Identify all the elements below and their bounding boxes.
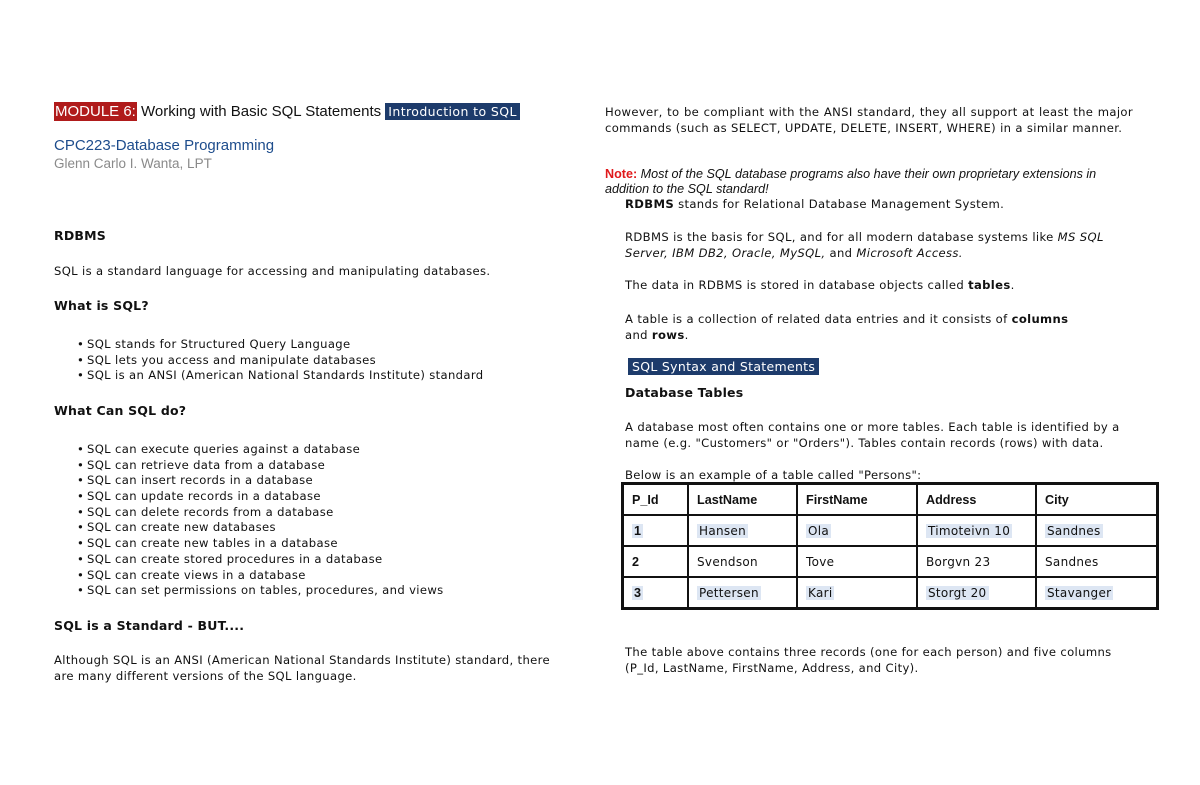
table-cell: Kari: [797, 577, 917, 608]
list-item: • SQL can create stored procedures in a database: [77, 552, 444, 568]
table-cell: Sandnes: [1036, 546, 1157, 577]
column-header: City: [1036, 484, 1157, 515]
ansi-compliance-text: However, to be compliant with the ANSI standard, they all support at least the major commands (such as SELECT, UPDATE, DELETE, INSERT, WHERE) in a similar manner.: [605, 105, 1133, 135]
list-item: • SQL can set permissions on tables, procedures, and views: [77, 583, 444, 599]
note-label: Note:: [605, 167, 638, 181]
sql-standard-text: Although SQL is an ANSI (American National Standards Institute) standard, there are many different versions of the SQL language.: [54, 653, 550, 683]
table-cell: Hansen: [688, 515, 797, 546]
what-is-sql-heading: What is SQL?: [54, 298, 149, 313]
table-cell: 1: [623, 515, 688, 546]
list-item: • SQL stands for Structured Query Language: [77, 337, 483, 353]
table-cell: Timoteivn 10: [917, 515, 1036, 546]
list-item: • SQL is an ANSI (American National Standards Institute) standard: [77, 368, 483, 384]
module-heading: [54, 103, 520, 120]
column-header: FirstName: [797, 484, 917, 515]
list-item: • SQL can create new tables in a database: [77, 536, 444, 552]
rdbms-term: RDBMS: [625, 197, 675, 211]
what-can-sql-do-heading: What Can SQL do?: [54, 403, 187, 418]
table-summary-text: The table above contains three records (one for each person) and five columns (P_Id, LastName, FirstName, Address, and City).: [625, 645, 1112, 675]
table-row: [623, 577, 1157, 608]
list-item: • SQL lets you access and manipulate databases: [77, 353, 483, 369]
rdbms-basis-text: RDBMS is the basis for SQL, and for all modern database systems like MS SQL Server, IBM DB2, Oracle, MySQL, and Microsoft Access.: [625, 230, 1104, 260]
course-title: CPC223-Database Programming: [54, 137, 275, 154]
table-collection-text: A table is a collection of related data entries and it consists of columns and rows.: [625, 312, 1069, 342]
list-item: • SQL can insert records in a database: [77, 473, 444, 489]
intro-tag: Introduction to SQL: [385, 103, 520, 120]
table-cell: Borgvn 23: [917, 546, 1036, 577]
table-cell: Tove: [797, 546, 917, 577]
example-caption: Below is an example of a table called "Persons":: [625, 468, 922, 482]
table-row: [623, 546, 1157, 577]
rdbms-text: SQL is a standard language for accessing and manipulating databases.: [54, 264, 491, 278]
list-item: • SQL can execute queries against a database: [77, 442, 444, 458]
module-title: Working with Basic SQL Statements: [136, 103, 386, 120]
note-paragraph: [605, 167, 1135, 197]
list-item: • SQL can delete records from a database: [77, 505, 444, 521]
rdbms-heading: RDBMS: [54, 228, 106, 243]
rdbms-definition: RDBMS stands for Relational Database Management System.: [625, 197, 1005, 211]
table-cell: Sandnes: [1036, 515, 1157, 546]
what-is-sql-list: [77, 337, 483, 384]
list-item: • SQL can update records in a database: [77, 489, 444, 505]
table-cell: 2: [623, 546, 688, 577]
persons-table: [621, 482, 1159, 610]
sql-standard-heading: SQL is a Standard - BUT....: [54, 618, 245, 633]
author-name: Glenn Carlo I. Wanta, LPT: [54, 156, 212, 171]
list-item: • SQL can retrieve data from a database: [77, 458, 444, 474]
column-header: Address: [917, 484, 1036, 515]
table-cell: Storgt 20: [917, 577, 1036, 608]
table-row: [623, 515, 1157, 546]
table-cell: 3: [623, 577, 688, 608]
column-header: LastName: [688, 484, 797, 515]
list-item: • SQL can create new databases: [77, 520, 444, 536]
table-cell: Stavanger: [1036, 577, 1157, 608]
tables-storage-text: The data in RDBMS is stored in database objects called tables.: [625, 278, 1015, 292]
table-cell: Ola: [797, 515, 917, 546]
note-text: Most of the SQL database programs also have their own proprietary extensions in addition to the SQL standard!: [605, 167, 1097, 196]
module-tag: MODULE 6:: [55, 103, 136, 120]
what-can-sql-do-list: [77, 442, 444, 599]
table-cell: Pettersen: [688, 577, 797, 608]
table-header-row: [623, 484, 1157, 515]
column-header: P_Id: [623, 484, 688, 515]
list-item: • SQL can create views in a database: [77, 568, 444, 584]
database-tables-text: A database most often contains one or more tables. Each table is identified by a name (e.g. "Customers" or "Orders"). Tables contain records (rows) with data.: [625, 420, 1120, 450]
syntax-section-tag: SQL Syntax and Statements: [628, 359, 819, 374]
database-tables-heading: Database Tables: [625, 385, 744, 400]
table-cell: Svendson: [688, 546, 797, 577]
